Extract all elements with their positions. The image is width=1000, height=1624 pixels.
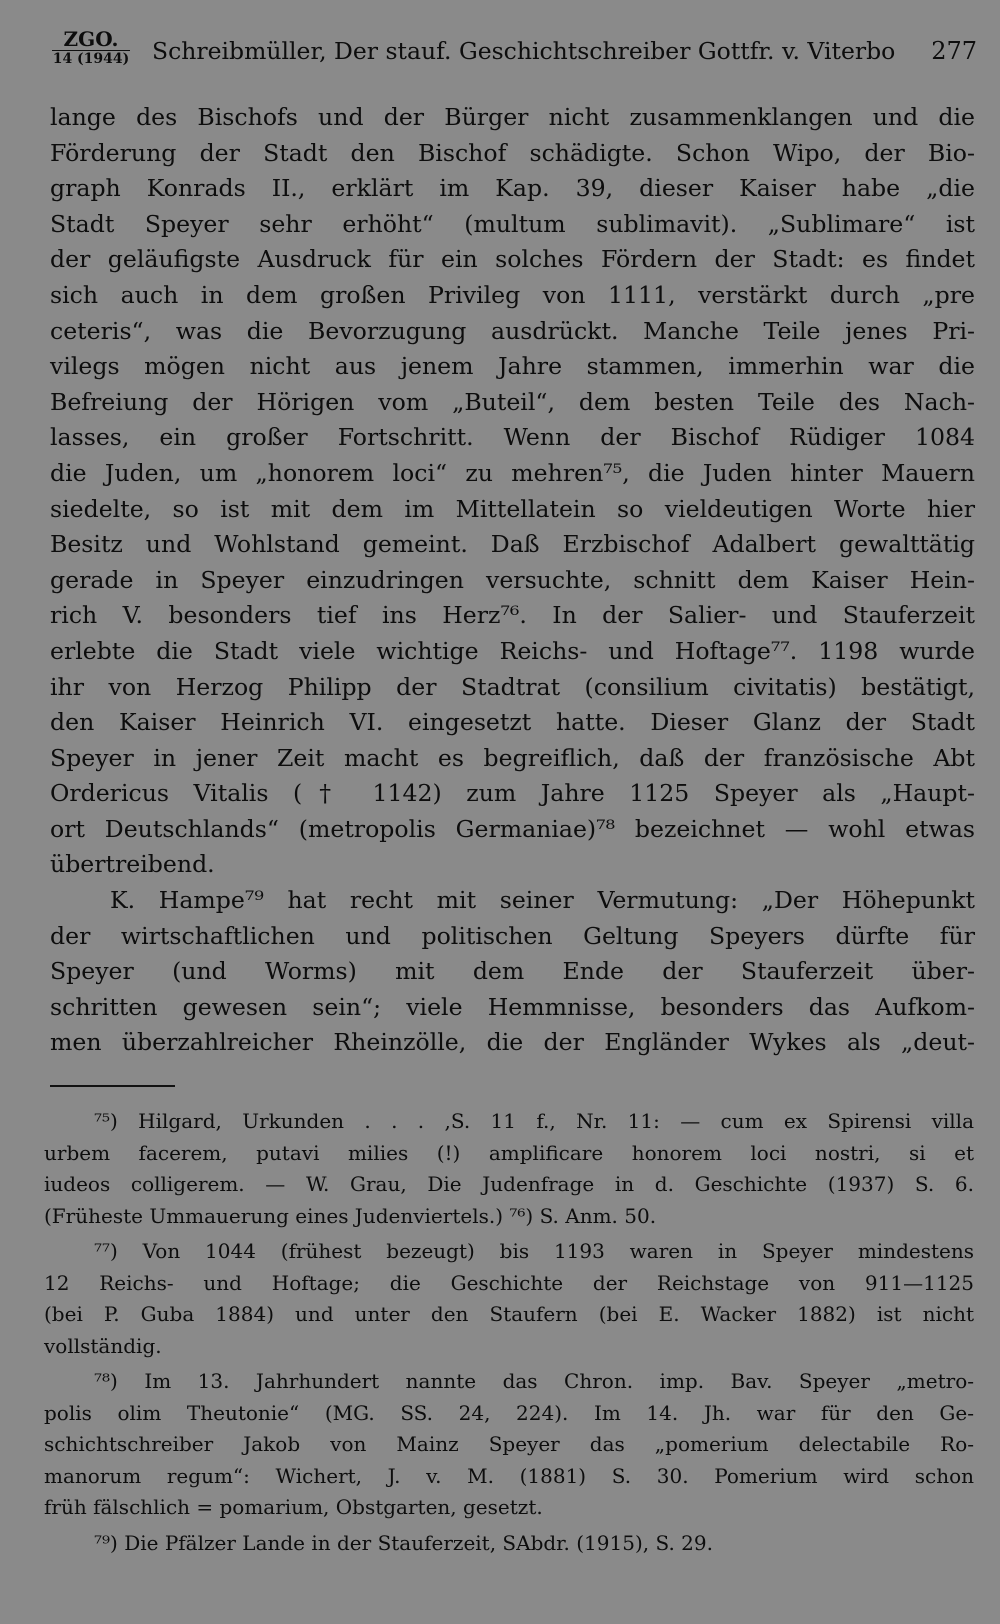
text-line: Speyer (und Worms) mit dem Ende der Stauferzeit über- — [50, 957, 975, 986]
footnote-line: ⁷⁸) Im 13. Jahrhundert nannte das Chron. imp. Bav. Speyer „metro- — [94, 1369, 974, 1393]
running-title: Schreibmüller, Der stauf. Geschichtschreiber Gottfr. v. Viterbo — [152, 37, 896, 65]
main-text — [50, 100, 975, 1061]
text-line: Speyer in jener Zeit macht es begreiflich, daß der französische Abt — [50, 743, 975, 772]
footnote-line: vollständig. — [44, 1333, 162, 1358]
text-line: ort Deutschlands“ (metropolis Germaniae)⁷⁸ bezeichnet — wohl etwas — [50, 814, 975, 843]
text-line: schritten gewesen sein“; viele Hemmnisse, besonders das Aufkom- — [50, 992, 975, 1021]
footnote-line: 12 Reichs- und Hoftage; die Geschichte der Reichstage von 911—1125 — [44, 1270, 974, 1295]
footnote-78 — [44, 1366, 974, 1524]
text-line: lange des Bischofs und der Bürger nicht zusammenklangen und die — [50, 103, 975, 131]
page-number: 277 — [931, 37, 977, 65]
journal-abbreviation: ZGO. — [52, 28, 130, 51]
footnote-line: (bei P. Guba 1884) und unter den Staufern (bei E. Wacker 1882) ist nicht — [44, 1302, 974, 1326]
text-line: Ordericus Vitalis († 1142) zum Jahre 1125 Speyer als „Haupt- — [50, 779, 975, 808]
text-line: rich V. besonders tief ins Herz⁷⁶. In der Salier- und Stauferzeit — [50, 601, 975, 630]
footnote-line: ⁷⁵) Hilgard, Urkunden . . . ,S. 11 f., Nr. 11: — cum ex Spirensi villa — [94, 1109, 974, 1133]
text-line: gerade in Speyer einzudringen versuchte, schnitt dem Kaiser Hein- — [50, 565, 975, 594]
footnote-divider — [50, 1085, 175, 1087]
text-line: siedelte, so ist mit dem im Mittellatein so vieldeutigen Worte hier — [50, 494, 975, 523]
text-line: ceteris“, was die Bevorzugung ausdrückt. Manche Teile jenes Pri- — [50, 316, 975, 345]
text-line: lasses, ein großer Fortschritt. Wenn der Bischof Rüdiger 1084 — [50, 423, 975, 452]
text-line: erlebte die Stadt viele wichtige Reichs- und Hoftage⁷⁷. 1198 wurde — [50, 636, 975, 665]
journal-volume: 14 (1944) — [52, 51, 130, 67]
text-line: men überzahlreicher Rheinzölle, die der Engländer Wykes als „deut- — [50, 1028, 975, 1057]
text-line: Befreiung der Hörigen vom „Buteil“, dem besten Teile des Nach- — [50, 387, 975, 416]
page-header — [52, 28, 977, 72]
footnote-77 — [44, 1236, 974, 1362]
text-line: die Juden, um „honorem loci“ zu mehren⁷⁵, die Juden hinter Mauern — [50, 458, 975, 487]
footnote-line: polis olim Theutonie“ (MG. SS. 24, 224). Im 14. Jh. war für den Ge- — [44, 1400, 974, 1425]
text-line: Stadt Speyer sehr erhöht“ (multum sublimavit). „Sublimare“ ist — [50, 209, 975, 238]
footnote-79 — [44, 1528, 974, 1560]
text-line: der wirtschaftlichen und politischen Geltung Speyers dürfte für — [50, 921, 975, 950]
text-line: übertreibend. — [50, 850, 215, 879]
text-line: K. Hampe⁷⁹ hat recht mit seiner Vermutung: „Der Höhepunkt — [110, 886, 975, 915]
text-line: den Kaiser Heinrich VI. eingesetzt hatte. Dieser Glanz der Stadt — [50, 708, 975, 737]
text-line: der geläufigste Ausdruck für ein solches Fördern der Stadt: es findet — [50, 245, 975, 274]
paragraph-1 — [50, 100, 975, 883]
footnote-line: iudeos colligerem. — W. Grau, Die Judenfrage in d. Geschichte (1937) S. 6. — [44, 1172, 974, 1196]
footnote-line: (Früheste Ummauerung eines Judenviertels.) ⁷⁶) S. Anm. 50. — [44, 1203, 657, 1228]
text-line: Förderung der Stadt den Bischof schädigte. Schon Wipo, der Bio- — [50, 138, 975, 167]
journal-citation — [52, 28, 130, 67]
text-line: sich auch in dem großen Privileg von 1111, verstärkt durch „pre — [50, 280, 975, 309]
footnote-line: früh fälschlich = pomarium, Obstgarten, gesetzt. — [44, 1495, 543, 1519]
footnote-75 — [44, 1106, 974, 1232]
footnote-line: ⁷⁷) Von 1044 (frühest bezeugt) bis 1193 waren in Speyer mindestens — [94, 1239, 974, 1263]
footnote-line: schichtschreiber Jakob von Mainz Speyer das „pomerium delectabile Ro- — [44, 1432, 974, 1456]
text-line: ihr von Herzog Philipp der Stadtrat (consilium civitatis) bestätigt, — [50, 672, 975, 701]
text-line: graph Konrads II., erklärt im Kap. 39, dieser Kaiser habe „die — [50, 174, 975, 203]
footnote-line: urbem facerem, putavi milies (!) amplificare honorem loci nostri, si et — [44, 1140, 974, 1165]
footnotes — [44, 1106, 974, 1563]
text-line: vilegs mögen nicht aus jenem Jahre stammen, immerhin war die — [50, 352, 975, 381]
footnote-line: manorum regum“: Wichert, J. v. M. (1881) S. 30. Pomerium wird schon — [44, 1463, 974, 1488]
paragraph-2 — [50, 883, 975, 1061]
text-line: Besitz und Wohlstand gemeint. Daß Erzbischof Adalbert gewalttätig — [50, 530, 975, 559]
footnote-line: ⁷⁹) Die Pfälzer Lande in der Stauferzeit, SAbdr. (1915), S. 29. — [94, 1530, 713, 1555]
